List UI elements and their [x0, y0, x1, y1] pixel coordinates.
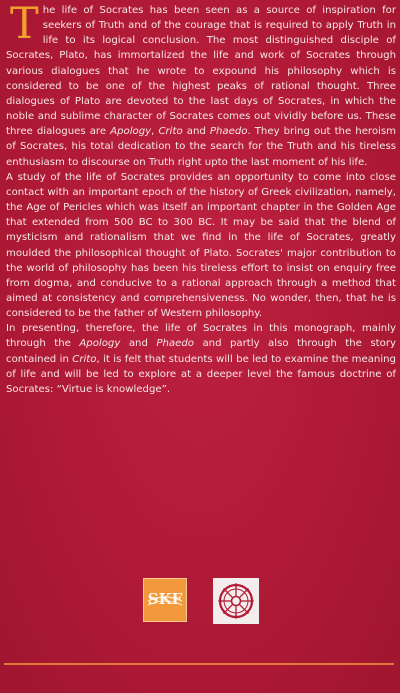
bottom-rule — [4, 663, 394, 665]
paragraph-2: A study of the life of Socrates provides an opportunity to come into close contact with an important epoch of the history of Greek civilization, namely, the Age of Pericles which was itself an important chapter in the Golden Age that extended from 500 BC to 300 BC. It may be said that the blend of mysticism and rationalism that we find in the life of Socrates, greatly moulded the philosophical thought of Plato. Socrates' major contribution to the world of philosophy has been his tireless effort to insist on enquiry free from dogma, and conducive to a rational approach through a method that aimed at consistency and comprehensiveness. No wonder, then, that he is considered to be the father of Western philosophy. — [6, 171, 396, 320]
title-phaedo: Phaedo — [209, 126, 248, 138]
body-text — [6, 0, 397, 397]
logo-row — [0, 578, 400, 626]
p3-text-a: In presenting, therefore, the life of Socrates in this monograph, mainly through the — [6, 323, 396, 350]
p1-sep-1: , — [151, 126, 159, 138]
p1-sep-2: and — [182, 126, 210, 138]
skf-logo — [143, 578, 187, 622]
dharma-wheel-icon — [213, 578, 259, 624]
p3-sep-2: and partly also through the story contained in — [6, 338, 396, 365]
p3-title-apology: Apology — [79, 338, 121, 350]
title-crito: Crito — [158, 126, 183, 138]
p1-text-a: he life of Socrates has been seen as a source of inspiration for seekers of Truth and of the courage that is required to apply Truth in life to its logical conclusion. The most distinguished disciple of Socrates, Plato, has immortalized the life and work of Socrates through various dialogues that he wrote to expound his philosophy which is considered to be one of the highest peaks of rational thought. Three dialogues of Plato are devoted to the last days of Socrates, in which the noble and sublime character of Socrates comes out vividly before us. These three dialogues are — [6, 5, 396, 138]
p3-text-b: , it is felt that students will be led to examine the meaning of life and will be led to explore at a deeper level the famous doctrine of Socrates: “Virtue is knowledge”. — [6, 353, 396, 395]
p3-title-crito: Crito — [72, 353, 97, 365]
p3-sep-1: and — [120, 338, 157, 350]
paragraph-1 — [6, 0, 397, 170]
skf-logo-icon — [144, 579, 186, 621]
p1-text-b: . They bring out the heroism of Socrates, his total dedication to the search for the Truth and his tireless enthusiasm to discourse on Truth right upto the last moment of his life. — [6, 126, 397, 168]
paragraph-3 — [6, 321, 396, 397]
drop-cap: T — [10, 0, 39, 49]
title-apology: Apology — [110, 126, 152, 138]
skf-logo-text: SKF — [147, 590, 183, 608]
wheel-logo — [213, 578, 259, 624]
p3-title-phaedo: Phaedo — [156, 338, 194, 350]
